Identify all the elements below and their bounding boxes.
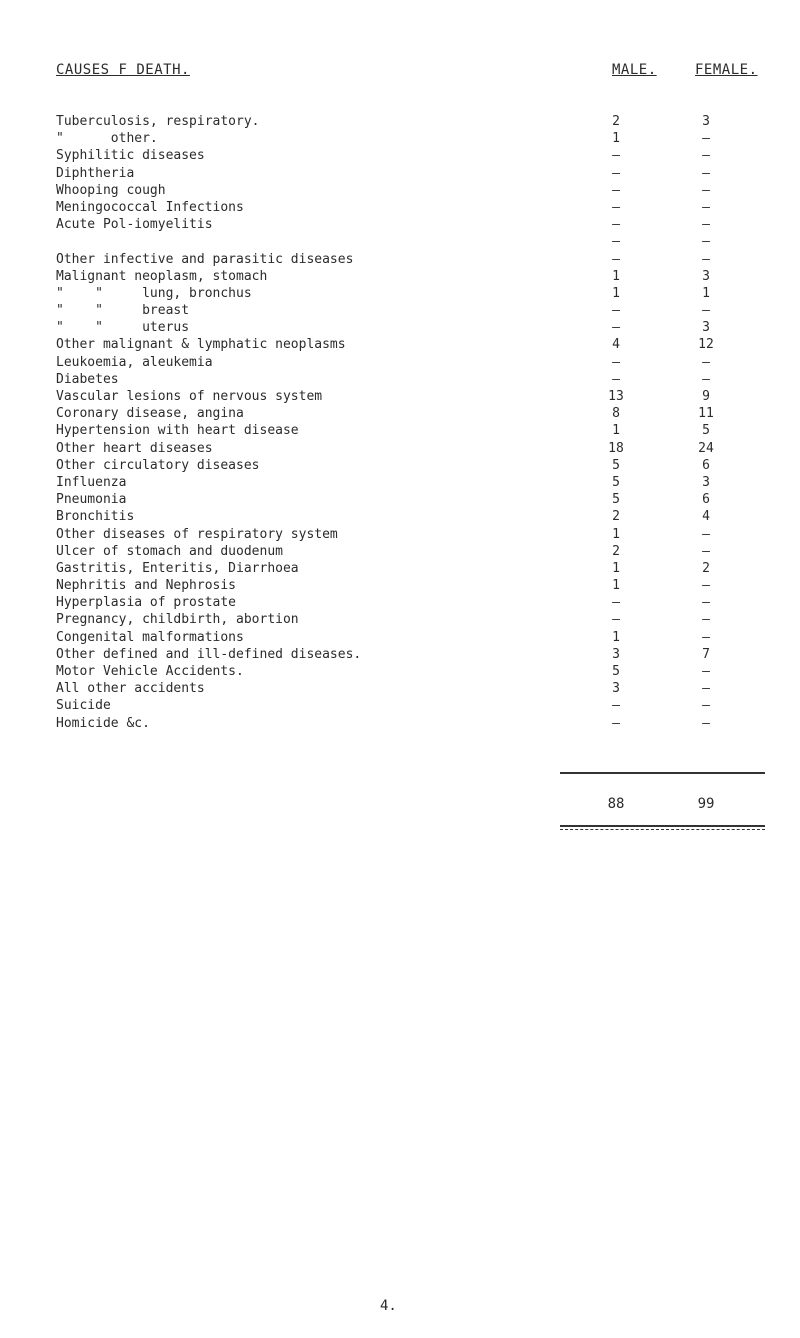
- row-cause: Other infective and parasitic diseases: [56, 251, 354, 267]
- table-row: [56, 715, 776, 732]
- row-female: 9: [702, 389, 710, 404]
- row-cause: Vascular lesions of nervous system: [56, 389, 323, 404]
- row-male: –: [612, 354, 620, 370]
- row-female: –: [702, 354, 710, 370]
- header-male: MALE.: [612, 62, 657, 78]
- row-cause: Suicide: [56, 698, 111, 714]
- row-female: 7: [702, 646, 710, 662]
- table-row: [56, 251, 776, 268]
- row-cause: Other malignant & lymphatic neoplasms: [56, 337, 346, 353]
- totals-rule-bottom-double: [560, 829, 765, 830]
- row-female: 4: [702, 509, 710, 525]
- table-row: [56, 199, 776, 216]
- row-cause: Ulcer of stomach and duodenum: [56, 543, 283, 559]
- table-row: [56, 680, 776, 697]
- row-female: –: [702, 543, 710, 559]
- row-female: –: [702, 681, 710, 697]
- table-row: [56, 629, 776, 646]
- row-cause: Nephritis and Nephrosis: [56, 578, 237, 594]
- row-female: –: [702, 251, 710, 267]
- row-male: 5: [612, 492, 620, 508]
- row-male: 2: [612, 114, 620, 129]
- row-female: 6: [702, 492, 710, 508]
- row-cause: " other.: [56, 131, 158, 147]
- table-row: [56, 697, 776, 714]
- row-female: –: [702, 578, 710, 594]
- row-male: 18: [608, 440, 624, 456]
- row-female: –: [702, 199, 710, 215]
- row-male: 1: [612, 285, 620, 301]
- row-female: –: [702, 217, 710, 233]
- total-male: 88: [607, 796, 625, 812]
- row-male: 1: [612, 560, 620, 576]
- row-cause: Congenital malformations: [56, 629, 244, 645]
- row-male: 5: [612, 664, 620, 679]
- row-female: 1: [702, 285, 710, 301]
- row-female: –: [702, 131, 710, 147]
- row-male: –: [612, 165, 620, 181]
- row-cause: Pneumonia: [56, 492, 127, 508]
- row-male: –: [612, 148, 620, 164]
- table-row: [56, 302, 776, 319]
- row-female: 24: [698, 440, 714, 456]
- row-female: –: [702, 148, 710, 164]
- table-row: [56, 422, 776, 439]
- row-male: 13: [608, 389, 624, 404]
- table-row: [56, 491, 776, 508]
- row-female: –: [702, 182, 710, 198]
- row-male: 3: [612, 681, 620, 697]
- row-female: –: [702, 526, 710, 542]
- row-female: 6: [702, 457, 710, 473]
- table-row: [56, 560, 776, 577]
- row-cause: " " uterus: [56, 320, 190, 336]
- row-male: 1: [612, 268, 620, 284]
- row-male: 5: [612, 457, 620, 473]
- table-row: [56, 611, 776, 628]
- page-number: 4.: [380, 1298, 397, 1314]
- table-row: [56, 130, 776, 147]
- table-row: [56, 165, 776, 182]
- row-male: 3: [612, 646, 620, 662]
- row-female: 12: [698, 337, 714, 353]
- row-male: 1: [612, 578, 620, 594]
- table-row: [56, 182, 776, 199]
- row-male: 1: [612, 131, 620, 147]
- row-female: –: [702, 595, 710, 611]
- table-row: [56, 457, 776, 474]
- table-row: [56, 147, 776, 164]
- row-cause: Tuberculosis, respiratory.: [56, 114, 260, 129]
- row-cause: Diphtheria: [56, 165, 135, 181]
- row-male: –: [612, 612, 620, 628]
- row-female: –: [702, 165, 710, 181]
- row-cause: Other circulatory diseases: [56, 457, 260, 473]
- row-cause: Malignant neoplasm, stomach: [56, 268, 268, 284]
- row-male: –: [612, 698, 620, 714]
- row-male: –: [612, 303, 620, 319]
- row-male: 2: [612, 543, 620, 559]
- row-cause: Hyperplasia of prostate: [56, 595, 237, 611]
- row-female: 3: [702, 320, 710, 336]
- row-cause: Other heart diseases: [56, 440, 213, 456]
- row-male: 1: [612, 423, 620, 439]
- row-cause: Diabetes: [56, 371, 119, 387]
- row-female: –: [702, 234, 710, 250]
- row-male: –: [612, 217, 620, 233]
- totals-row: [56, 796, 776, 816]
- table-row: [56, 336, 776, 353]
- table-row: [56, 508, 776, 525]
- row-cause: Homicide &c.: [56, 715, 150, 731]
- row-male: –: [612, 199, 620, 215]
- row-male: 4: [612, 337, 620, 353]
- table-row: [56, 440, 776, 457]
- row-cause: " " lung, bronchus: [56, 285, 252, 301]
- row-male: –: [612, 234, 620, 250]
- row-cause: Acute Pol-iomyelitis: [56, 217, 213, 233]
- table-row: [56, 233, 776, 250]
- table-row: [56, 526, 776, 543]
- row-male: 5: [612, 474, 620, 490]
- row-female: 5: [702, 423, 710, 439]
- table-row: [56, 268, 776, 285]
- table-row: [56, 543, 776, 560]
- row-male: 1: [612, 526, 620, 542]
- row-male: –: [612, 715, 620, 731]
- causes-table: [56, 113, 776, 732]
- row-cause: Influenza: [56, 474, 127, 490]
- row-cause: Meningococcal Infections: [56, 199, 244, 215]
- row-cause: Bronchitis: [56, 509, 135, 525]
- row-cause: " " breast: [56, 303, 190, 319]
- row-cause: Leukoemia, aleukemia: [56, 354, 213, 370]
- row-female: 3: [702, 114, 710, 129]
- row-male: 8: [612, 406, 620, 422]
- row-cause: Coronary disease, angina: [56, 406, 244, 422]
- table-row: [56, 285, 776, 302]
- table-row: [56, 354, 776, 371]
- table-row: [56, 474, 776, 491]
- row-male: –: [612, 595, 620, 611]
- row-female: 2: [702, 560, 710, 576]
- row-female: –: [702, 371, 710, 387]
- row-cause: Gastritis, Enteritis, Diarrhoea: [56, 560, 299, 576]
- row-cause: Syphilitic diseases: [56, 148, 205, 164]
- table-row: [56, 405, 776, 422]
- row-female: –: [702, 612, 710, 628]
- table-row: [56, 646, 776, 663]
- row-cause: Hypertension with heart disease: [56, 423, 299, 439]
- table-header: [56, 62, 776, 84]
- row-cause: Other defined and ill-defined diseases.: [56, 646, 362, 662]
- row-female: –: [702, 715, 710, 731]
- table-row: [56, 388, 776, 405]
- table-row: [56, 663, 776, 680]
- total-female: 99: [697, 796, 715, 812]
- row-female: –: [702, 664, 710, 679]
- row-male: –: [612, 251, 620, 267]
- totals-rule-top: [560, 772, 765, 774]
- row-cause: Whooping cough: [56, 182, 166, 198]
- row-cause: All other accidents: [56, 681, 205, 697]
- table-row: [56, 319, 776, 336]
- row-cause: Motor Vehicle Accidents.: [56, 664, 244, 679]
- totals-rule-bottom: [560, 825, 765, 827]
- table-row: [56, 216, 776, 233]
- row-female: 11: [698, 406, 714, 422]
- row-female: 3: [702, 268, 710, 284]
- row-cause: Pregnancy, childbirth, abortion: [56, 612, 299, 628]
- row-female: 3: [702, 474, 710, 490]
- row-male: –: [612, 371, 620, 387]
- row-male: –: [612, 320, 620, 336]
- table-row: [56, 113, 776, 130]
- header-female: FEMALE.: [695, 62, 758, 78]
- row-female: –: [702, 303, 710, 319]
- header-causes: CAUSES F DEATH.: [56, 62, 190, 78]
- row-female: –: [702, 698, 710, 714]
- table-row: [56, 371, 776, 388]
- row-male: 2: [612, 509, 620, 525]
- row-female: –: [702, 629, 710, 645]
- table-row: [56, 577, 776, 594]
- row-male: 1: [612, 629, 620, 645]
- table-row: [56, 594, 776, 611]
- row-cause: Other diseases of respiratory system: [56, 526, 338, 542]
- row-male: –: [612, 182, 620, 198]
